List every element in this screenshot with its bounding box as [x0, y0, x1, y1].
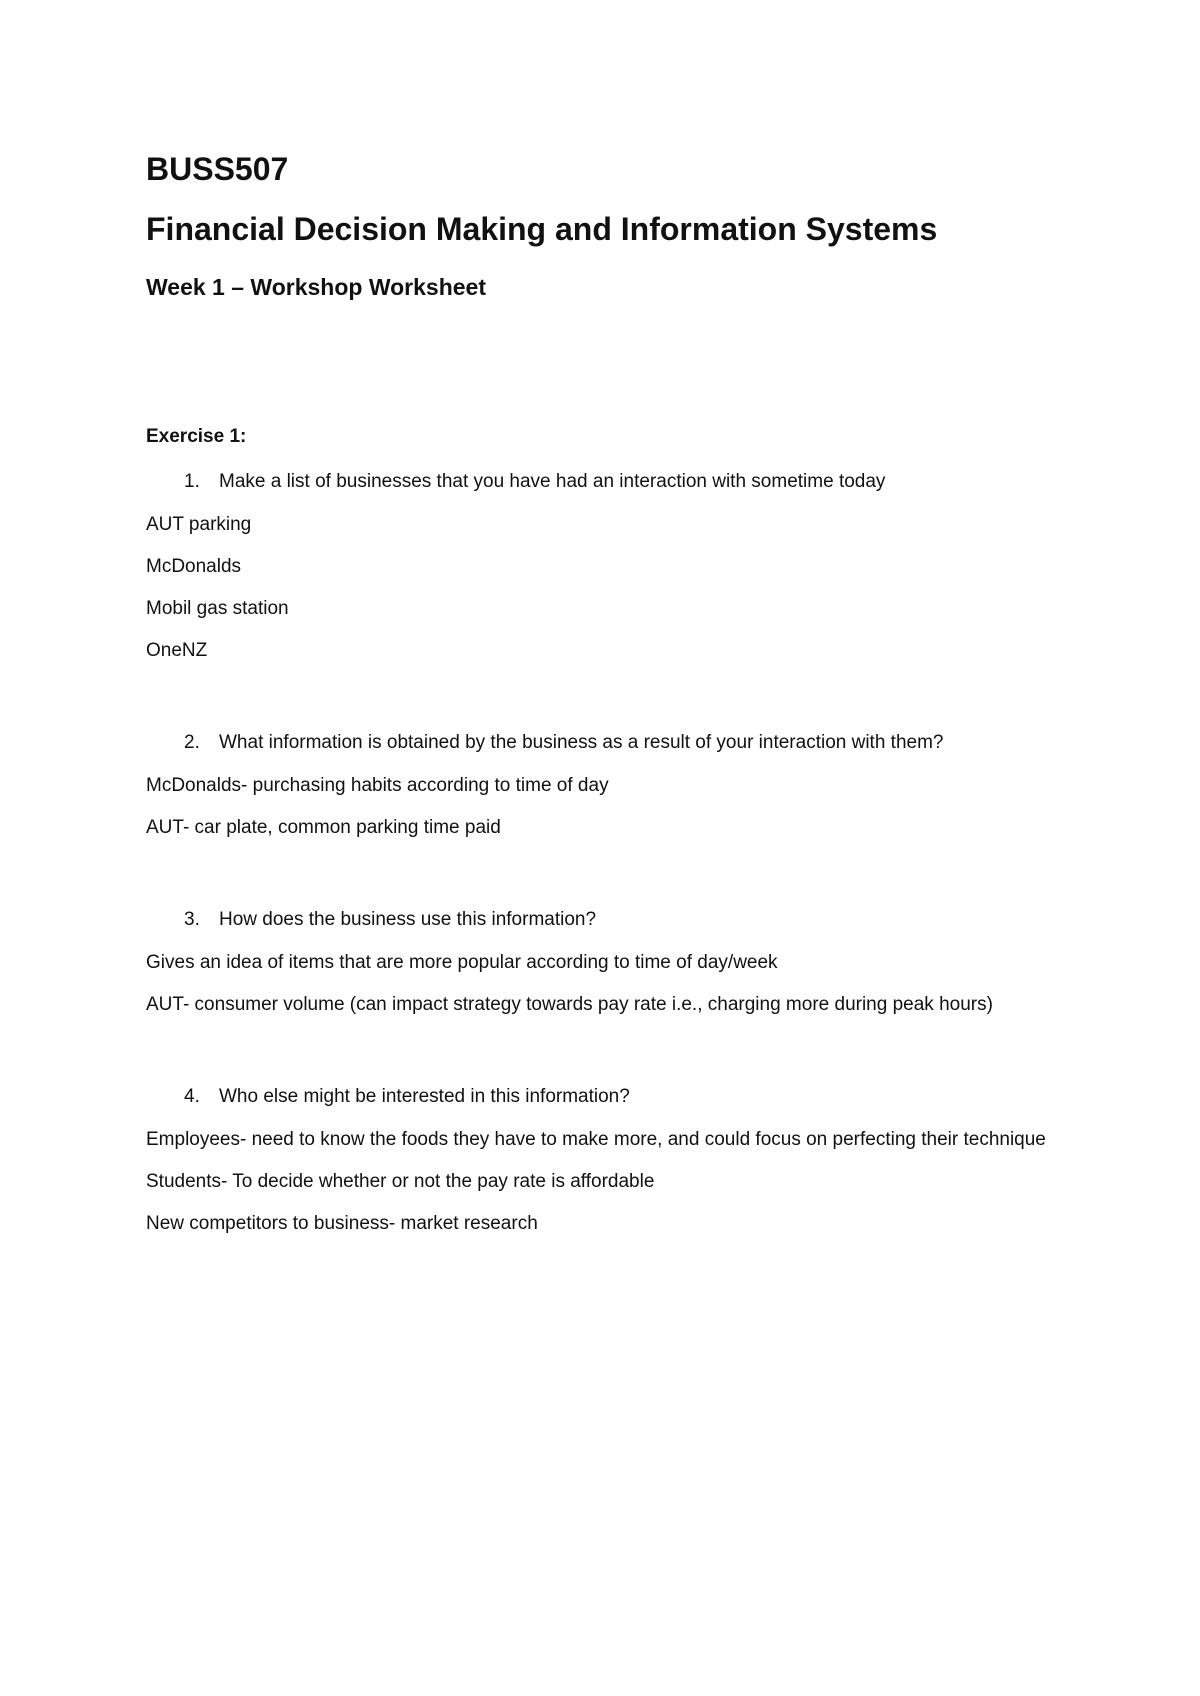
question-4	[146, 1085, 1076, 1109]
question-2	[146, 731, 1076, 755]
answer-line: AUT parking	[146, 514, 252, 535]
answer-line: AUT- consumer volume (can impact strategy towards pay rate i.e., charging more during peak hours)	[146, 994, 993, 1015]
worksheet-title: Week 1 – Workshop Worksheet	[146, 274, 487, 300]
question-number: 2.	[184, 732, 200, 753]
question-number: 3.	[184, 909, 200, 930]
question-text: How does the business use this information?	[219, 909, 597, 930]
question-number: 1.	[184, 471, 200, 492]
question-3	[146, 908, 1076, 932]
question-1	[146, 470, 1076, 494]
course-title: Financial Decision Making and Information Systems	[146, 211, 938, 247]
question-text: Who else might be interested in this information?	[219, 1086, 630, 1107]
answer-line: AUT- car plate, common parking time paid	[146, 817, 501, 838]
answer-line: McDonalds	[146, 556, 242, 577]
answer-line: McDonalds- purchasing habits according to time of day	[146, 775, 609, 796]
answer-line: Mobil gas station	[146, 598, 289, 619]
answer-line: OneNZ	[146, 640, 208, 661]
question-text: Make a list of businesses that you have had an interaction with sometime today	[219, 471, 886, 492]
answer-line: Students- To decide whether or not the pay rate is affordable	[146, 1171, 655, 1192]
question-number: 4.	[184, 1086, 200, 1107]
document-content	[146, 150, 1076, 1238]
answer-line: New competitors to business- market research	[146, 1213, 538, 1234]
answer-line: Gives an idea of items that are more popular according to time of day/week	[146, 952, 778, 973]
answer-line: Employees- need to know the foods they have to make more, and could focus on perfecting their technique	[146, 1129, 1046, 1150]
exercise-heading: Exercise 1:	[146, 426, 247, 447]
course-code: BUSS507	[146, 151, 289, 187]
question-text: What information is obtained by the business as a result of your interaction with them?	[219, 732, 944, 753]
